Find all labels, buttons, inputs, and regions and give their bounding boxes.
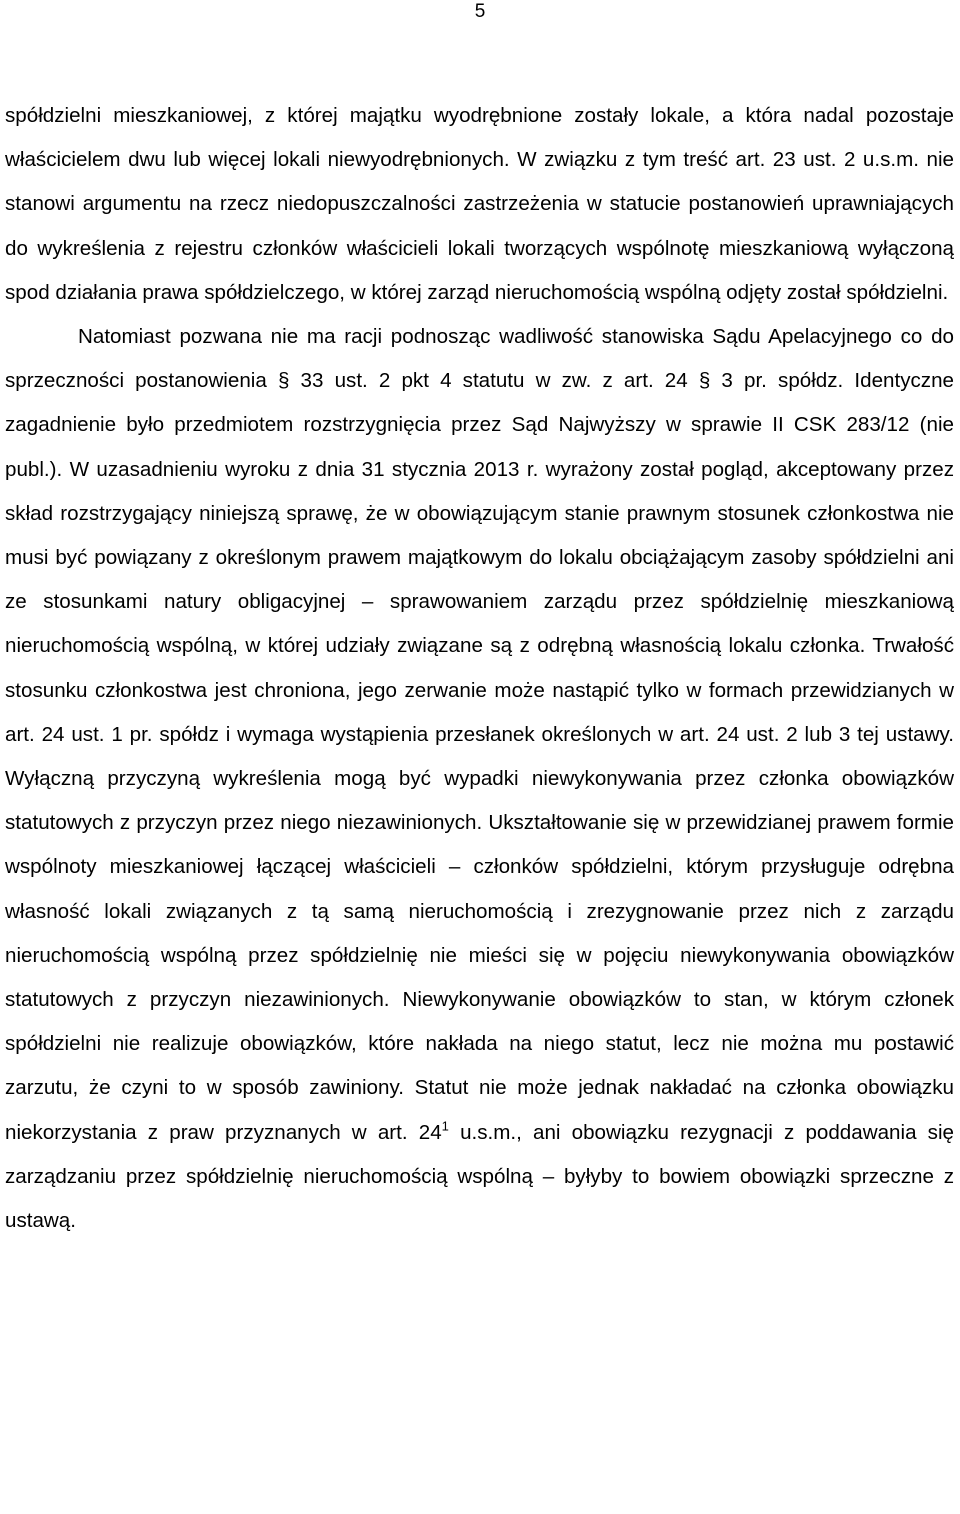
paragraph-2-text-a: Natomiast pozwana nie ma racji podnosząc wadliwość stanowiska Sądu Apelacyjnego co do sprzeczności postanowienia — [5, 325, 954, 393]
superscript-article-number: 1 — [441, 1118, 449, 1134]
paragraph-2-text-d: u.s.m., ani obowiązku rezygnacji z poddawania się zarządzaniu przez spółdzielnię nieruchomością wspólną – byłyby to bowiem obowiązki sprzeczne z ustawą. — [5, 1120, 955, 1233]
page-number: 5 — [474, 1, 486, 22]
paragraph-2-text-c: 3 pr. spółdz. Identyczne zagadnienie było przedmiotem rozstrzygnięcia przez Sąd Najwyższy w sprawie II CSK 283/12 (nie publ.). W uzasadnieniu wyroku z dnia 31 stycznia 2013 r. wyrażony został pogląd, akceptowany przez skład rozstrzygający niniejszą sprawę, że w obowiązującym stanie prawnym stosunek członkostwa nie musi być powiązany z określonym prawem majątkowym do lokalu obciążającym zasoby spółdzielni ani ze stosunkami natury obligacyjnej – sprawowaniem zarządu przez spółdzielnię mieszkaniową nieruchomością wspólną, w której udziały związane są z odrębną własnością lokalu członka. Trwałość stosunku członkostwa jest chroniona, jego zerwanie może nastąpić tylko w formach przewidzianych w art. 24 ust. 1 pr. spółdz i wymaga wystąpienia przesłanek określonych w art. 24 ust. 2 lub 3 tej ustawy. Wyłączną przyczyną wykreślenia mogą być wypadki niewykonywania przez członka obowiązków statutowych z przyczyn przez niego niezawinionych. Ukształtowanie się w przewidzianej prawem formie wspólnoty mieszkaniowej łączącej właścicieli – członków spółdzielni, którym przysługuje odrębna własność lokali związanych z tą samą nieruchomością i zrezygnowanie przez nich z zarządu nieruchomością wspólną przez spółdzielnię nie mieści się w pojęciu niewykonywania obowiązków statutowych z przyczyn niezawinionych. Niewykonywanie obowiązków to stan, w którym członek spółdzielni nie realizuje obowiązków, które nakłada na niego statut, lecz nie można mu postawić zarzutu, że czyni to w sposób zawiniony. Statut nie może jednak nakładać na członka obowiązku niekorzystania z praw przyznanych w art. 24 — [5, 369, 955, 1144]
paragraph-2-text-b: 33 ust. 2 pkt 4 statutu w zw. z art. 24 — [289, 369, 699, 393]
paragraph-2 — [5, 315, 954, 1243]
paragraph-1-text: spółdzielni mieszkaniowej, z której majątku wyodrębnione zostały lokale, a która nadal pozostaje właścicielem dwu lub więcej lokali niewyodrębnionych. W związku z tym treść art. 23 ust. 2 u.s.m. nie stanowi argumentu na rzecz niedopuszczalności zastrzeżenia w statucie postanowień uprawniających do wykreślenia z rejestru członków właścicieli lokali tworzących wspólnotę mieszkaniową wyłączoną spod działania prawa spółdzielczego, w której zarząd nieruchomością wspólną odjęty został spółdzielni. — [5, 104, 954, 304]
paragraph-1 — [5, 94, 954, 315]
section-sign: § — [698, 369, 711, 393]
section-sign: § — [277, 369, 290, 393]
page-body — [5, 94, 954, 1243]
